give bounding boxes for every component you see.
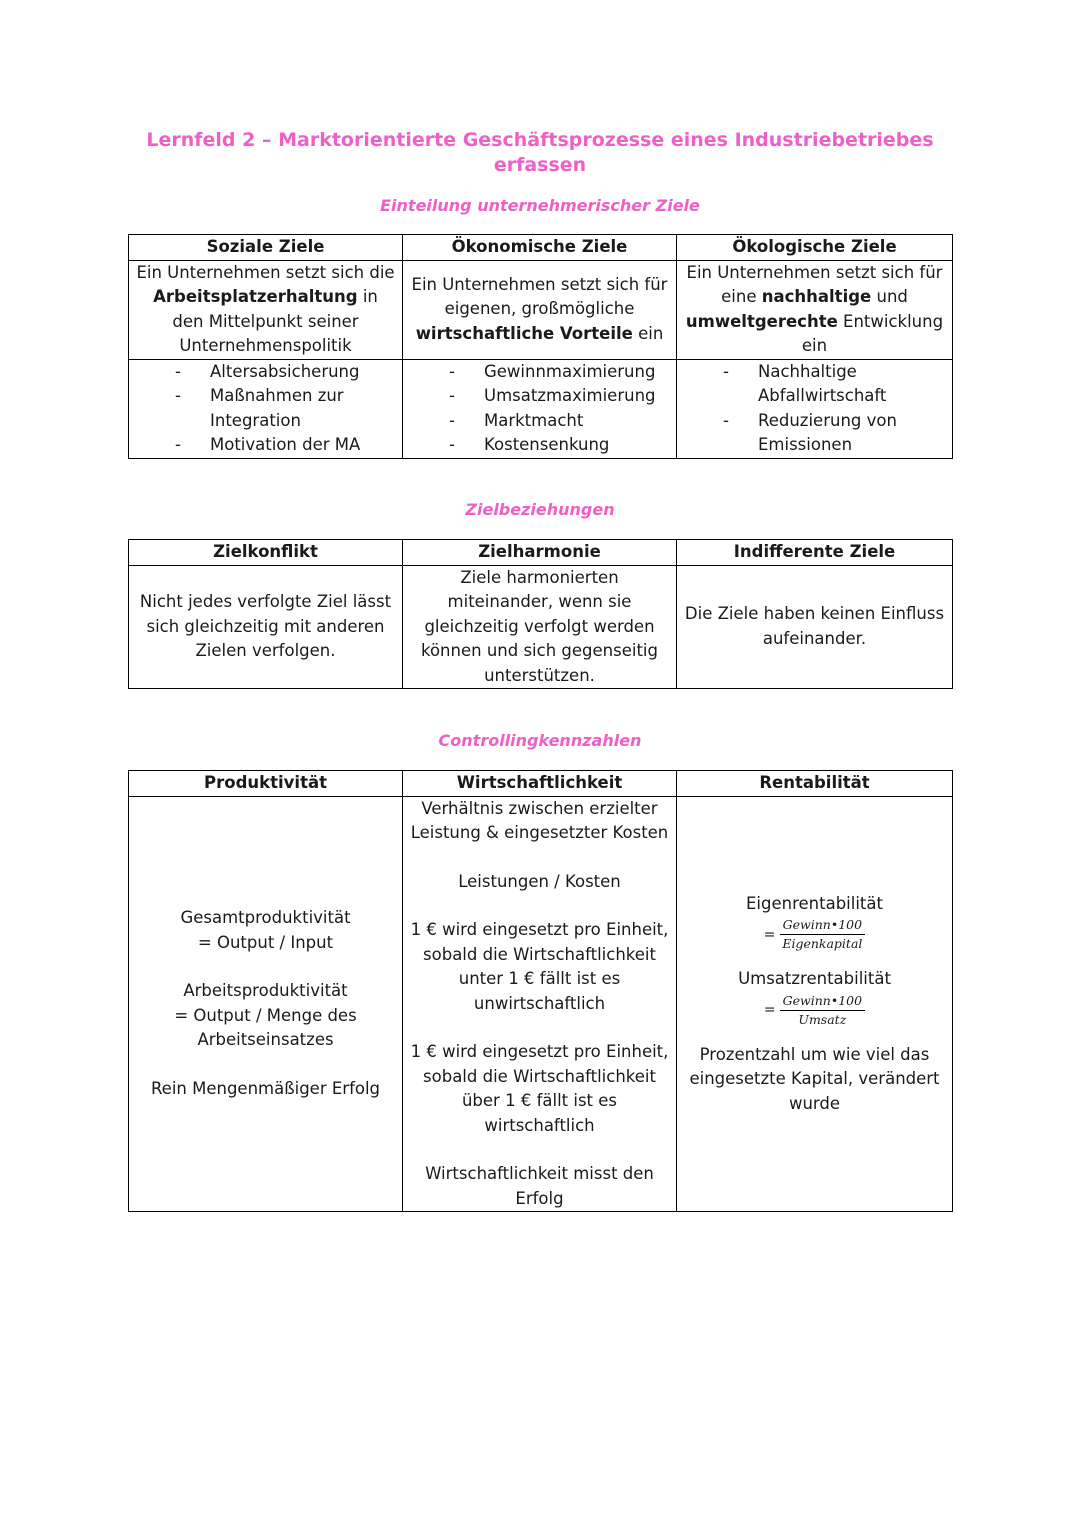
soziale-list-cell xyxy=(129,359,403,458)
section-heading-zielbeziehungen: Zielbeziehungen xyxy=(465,500,615,519)
oekonomisch-desc-bold: wirtschaftliche Vorteile xyxy=(415,323,633,343)
zielkonflikt-text: Nicht jedes verfolgte Ziel lässt sich gleichzeitig mit anderen Zielen verfolgen. xyxy=(129,565,403,689)
oekologisch-desc-bold-1: nachhaltige xyxy=(761,287,872,306)
list-item: - Marktmacht xyxy=(449,410,584,430)
umsatzrentabilitaet-formula: = $\frac{\text{Gewinn•100}}{\text{Umsatz}}$ xyxy=(764,992,865,1029)
soziale-desc xyxy=(129,260,403,359)
header-rentabilitaet: Rentabilität xyxy=(677,771,953,797)
oekonomisch-desc-pre: Ein Unternehmen setzt sich für eigenen, großmögliche xyxy=(411,274,668,319)
list-item: - Gewinnmaximierung xyxy=(449,361,656,381)
oekonomisch-desc xyxy=(403,260,677,359)
gesamtproduktivitaet-label: Gesamtproduktivität xyxy=(180,908,351,928)
title-line-2: erfassen xyxy=(493,154,587,176)
eigenrentabilitaet-formula: = $\frac{\text{Gewinn•100}}{\text{Eigenkapital}}$ xyxy=(764,916,866,953)
eigenrentabilitaet-denominator: Eigenkapital xyxy=(782,936,863,951)
list-item: - Umsatzmaximierung xyxy=(449,386,656,405)
oekologisch-list xyxy=(683,360,946,458)
oekologisch-desc-mid: und xyxy=(876,287,908,306)
list-item: - Altersabsicherung xyxy=(175,361,360,381)
header-indifferente-ziele: Indifferente Ziele xyxy=(677,540,953,566)
wirtschaftlichkeit-wirtschaftlich: 1 € wird eingesetzt pro Einheit, sobald die Wirtschaftlichkeit über 1 € fällt ist es wirtschaftlich xyxy=(410,1042,669,1135)
oekonomisch-list xyxy=(409,360,670,458)
oekologisch-desc xyxy=(677,260,953,359)
list-item: - Reduzierung von xyxy=(723,410,897,430)
wirtschaftlichkeit-unwirtschaftlich: 1 € wird eingesetzt pro Einheit, sobald die Wirtschaftlichkeit unter 1 € fällt ist es unwirtschaftlich xyxy=(410,920,669,1013)
oekologisch-desc-post: Entwicklung ein xyxy=(801,311,944,355)
umsatzrentabilitaet-numerator: Gewinn•100 xyxy=(780,992,865,1011)
header-oekonomische-ziele: Ökonomische Ziele xyxy=(403,235,677,261)
header-zielkonflikt: Zielkonflikt xyxy=(129,540,403,566)
oekonomisch-desc-post: ein xyxy=(638,323,664,343)
gesamtproduktivitaet-formula: = Output / Input xyxy=(197,932,334,952)
list-item: Integration xyxy=(210,410,301,430)
wirtschaftlichkeit-note: Wirtschaftlichkeit misst den Erfolg xyxy=(425,1164,654,1208)
umsatzrentabilitaet-denominator: Umsatz xyxy=(798,1011,847,1027)
soziale-desc-bold: Arbeitsplatzerhaltung xyxy=(153,287,358,306)
produktivitaet-cell xyxy=(129,796,403,1212)
eigenrentabilitaet-label: Eigenrentabilität xyxy=(746,893,883,913)
rentabilitaet-cell xyxy=(677,796,953,1212)
list-item: - Maßnahmen zur xyxy=(175,386,344,405)
indifferente-ziele-text: Die Ziele haben keinen Einfluss aufeinander. xyxy=(677,565,953,689)
eigenrentabilitaet-numerator: Gewinn•100 xyxy=(780,916,865,935)
document-title xyxy=(0,128,1080,178)
header-wirtschaftlichkeit: Wirtschaftlichkeit xyxy=(403,771,677,797)
list-item: - Kostensenkung xyxy=(449,435,610,454)
list-item: - Nachhaltige xyxy=(723,361,857,381)
header-produktivitaet: Produktivität xyxy=(129,771,403,797)
header-soziale-ziele: Soziale Ziele xyxy=(129,235,403,261)
wirtschaftlichkeit-cell xyxy=(403,796,677,1212)
arbeitsproduktivitaet-label: Arbeitsproduktivität xyxy=(183,981,348,1001)
soziale-desc-post: in den Mittelpunkt seiner Unternehmenspolitik xyxy=(172,287,378,355)
zielbeziehungen-table xyxy=(128,539,953,689)
soziale-list xyxy=(135,360,396,458)
wirtschaftlichkeit-definition: Verhältnis zwischen erzielter Leistung & eingesetzter Kosten xyxy=(410,798,669,842)
list-item: Abfallwirtschaft xyxy=(758,386,887,405)
header-oekologische-ziele: Ökologische Ziele xyxy=(677,235,953,261)
produktivitaet-note: Rein Mengenmäßiger Erfolg xyxy=(150,1078,381,1098)
list-item: - Motivation der MA xyxy=(175,435,361,454)
soziale-desc-pre: Ein Unternehmen setzt sich die xyxy=(136,262,395,282)
controlling-table xyxy=(128,770,953,1212)
arbeitsproduktivitaet-formula: = Output / Menge des Arbeitseinsatzes xyxy=(174,1005,357,1050)
section-heading-controllingkennzahlen: Controllingkennzahlen xyxy=(438,731,642,750)
header-zielharmonie: Zielharmonie xyxy=(403,540,677,566)
list-item: Emissionen xyxy=(758,435,853,454)
oekologisch-desc-pre: Ein Unternehmen setzt sich für eine xyxy=(686,262,943,306)
section-heading-ziele: Einteilung unternehmerischer Ziele xyxy=(380,196,700,215)
oekologisch-list-cell xyxy=(677,359,953,458)
oekonomisch-list-cell xyxy=(403,359,677,458)
rentabilitaet-note: Prozentzahl um wie viel das eingesetzte Kapital, verändert wurde xyxy=(689,1044,940,1113)
ziele-table xyxy=(128,234,953,459)
wirtschaftlichkeit-formula: Leistungen / Kosten xyxy=(458,871,621,891)
umsatzrentabilitaet-label: Umsatzrentabilität xyxy=(738,969,891,988)
oekologisch-desc-bold-2: umweltgerechte xyxy=(685,311,838,331)
zielharmonie-text: Ziele harmonierten miteinander, wenn sie gleichzeitig verfolgt werden können und sich gegenseitig unterstützen. xyxy=(403,565,677,689)
title-line-1: Lernfeld 2 – Marktorientierte Geschäftsprozesse eines Industriebetriebes xyxy=(146,129,934,151)
